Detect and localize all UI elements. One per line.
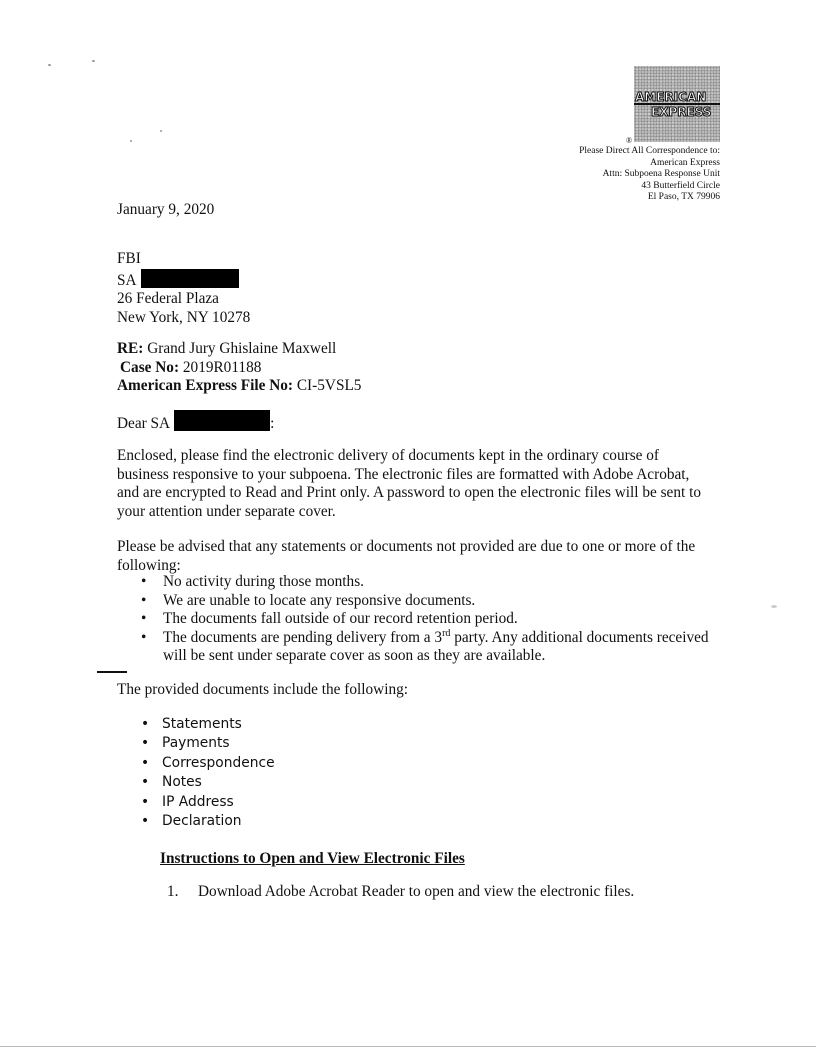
- step-text: Download Adobe Acrobat Reader to open and view the electronic files.: [198, 883, 635, 900]
- address-line: Attn: Subpoena Response Unit: [602, 169, 720, 179]
- document-name: Payments: [162, 735, 230, 752]
- step-number: 1.: [167, 883, 179, 900]
- paragraph-line: following:: [117, 556, 181, 574]
- provided-documents-list: [141, 715, 275, 831]
- letter-date: January 9, 2020: [117, 201, 215, 218]
- advisory-paragraph: [117, 538, 727, 575]
- document-name: Correspondence: [162, 754, 275, 771]
- american-express-logo: [634, 66, 720, 142]
- recipient-street: 26 Federal Plaza: [117, 290, 219, 308]
- list-item: [141, 629, 741, 666]
- re-value: Grand Jury Ghislaine Maxwell: [147, 340, 337, 357]
- scan-speck: [92, 60, 95, 62]
- bullet-icon: •: [141, 591, 147, 609]
- reason-text: The documents fall outside of our record retention period.: [163, 610, 518, 628]
- recipient-name-line: [117, 269, 250, 291]
- address-line: El Paso, TX 79906: [647, 192, 720, 202]
- document-name: Statements: [162, 716, 242, 732]
- case-label: Case No:: [120, 358, 180, 376]
- address-line: Please Direct All Correspondence to:: [579, 146, 720, 156]
- file-line: [117, 377, 361, 396]
- list-item: [141, 592, 741, 611]
- bullet-icon: •: [141, 716, 150, 732]
- bullet-icon: •: [141, 610, 147, 628]
- list-item: [141, 754, 275, 773]
- recipient-org: FBI: [117, 250, 141, 267]
- bullet-icon: •: [141, 774, 150, 791]
- list-item: [141, 573, 741, 592]
- page-bottom-edge: [0, 1046, 816, 1047]
- recipient-title: SA: [117, 271, 136, 289]
- list-item: [141, 793, 275, 812]
- instructions-heading: Instructions to Open and View Electronic Files: [160, 850, 465, 867]
- reason-text-continued: will be sent under separate cover as soon as they are available.: [163, 647, 546, 665]
- document-name: Notes: [162, 774, 202, 791]
- bullet-icon: •: [141, 793, 150, 810]
- paragraph-line: business responsive to your subpoena. The electronic files are formatted with Adobe Acrobat,: [117, 465, 690, 483]
- logo-word-express: EXPRESS: [651, 105, 712, 119]
- bullet-icon: •: [141, 735, 150, 752]
- provided-intro: The provided documents include the following:: [117, 681, 408, 698]
- redaction-bar: [141, 269, 239, 288]
- scan-speck: [771, 605, 777, 608]
- re-line: [117, 340, 361, 359]
- reason-text: The documents are pending delivery from a 3: [163, 628, 443, 646]
- bullet-icon: •: [141, 628, 147, 646]
- paragraph-line: your attention under separate cover.: [117, 502, 336, 520]
- recipient-block: [117, 250, 250, 327]
- address-line: American Express: [650, 157, 720, 168]
- address-line: 43 Butterfield Circle: [641, 180, 720, 191]
- paragraph-line: Please be advised that any statements or documents not provided are due to one or more of the: [117, 538, 696, 555]
- list-item: [141, 773, 275, 792]
- list-item: [141, 812, 275, 831]
- enclosure-paragraph: [117, 447, 727, 521]
- paragraph-line: Enclosed, please find the electronic delivery of documents kept in the ordinary course of: [117, 447, 660, 464]
- scan-speck: [130, 140, 132, 142]
- correspondence-address: [540, 146, 720, 204]
- document-name: Declaration: [162, 813, 242, 830]
- salutation-suffix: :: [270, 415, 275, 432]
- file-value: CI-5VSL5: [296, 377, 362, 395]
- registered-mark: ®: [626, 136, 633, 145]
- salutation-prefix: Dear SA: [117, 415, 170, 432]
- document-name: IP Address: [162, 793, 234, 810]
- re-label: RE:: [117, 340, 144, 357]
- scan-speck: [160, 130, 162, 132]
- ordinal-suffix: rd: [442, 627, 451, 639]
- reasons-list: [141, 573, 741, 666]
- bullet-icon: •: [141, 573, 147, 590]
- paragraph-line: and are encrypted to Read and Print only. A password to open the electronic files will be sent to: [117, 484, 701, 502]
- list-item: [141, 734, 275, 753]
- margin-rule: [97, 671, 127, 673]
- salutation: [117, 410, 274, 434]
- list-item: [141, 610, 741, 629]
- scan-speck: [48, 64, 51, 66]
- redaction-bar: [174, 410, 270, 431]
- file-label: American Express File No:: [117, 377, 294, 395]
- list-item: [141, 715, 275, 734]
- reason-text: party. Any additional documents received: [450, 628, 709, 646]
- bullet-icon: •: [141, 813, 150, 830]
- reference-block: [117, 340, 361, 396]
- case-value: 2019R01188: [182, 358, 262, 376]
- recipient-city: New York, NY 10278: [117, 308, 251, 326]
- instruction-step: [167, 883, 634, 902]
- reason-text: No activity during those months.: [163, 573, 364, 590]
- reason-text: We are unable to locate any responsive documents.: [163, 591, 476, 609]
- case-line: [117, 359, 361, 378]
- logo-word-american: AMERICAN: [635, 90, 707, 104]
- bullet-icon: •: [141, 754, 150, 771]
